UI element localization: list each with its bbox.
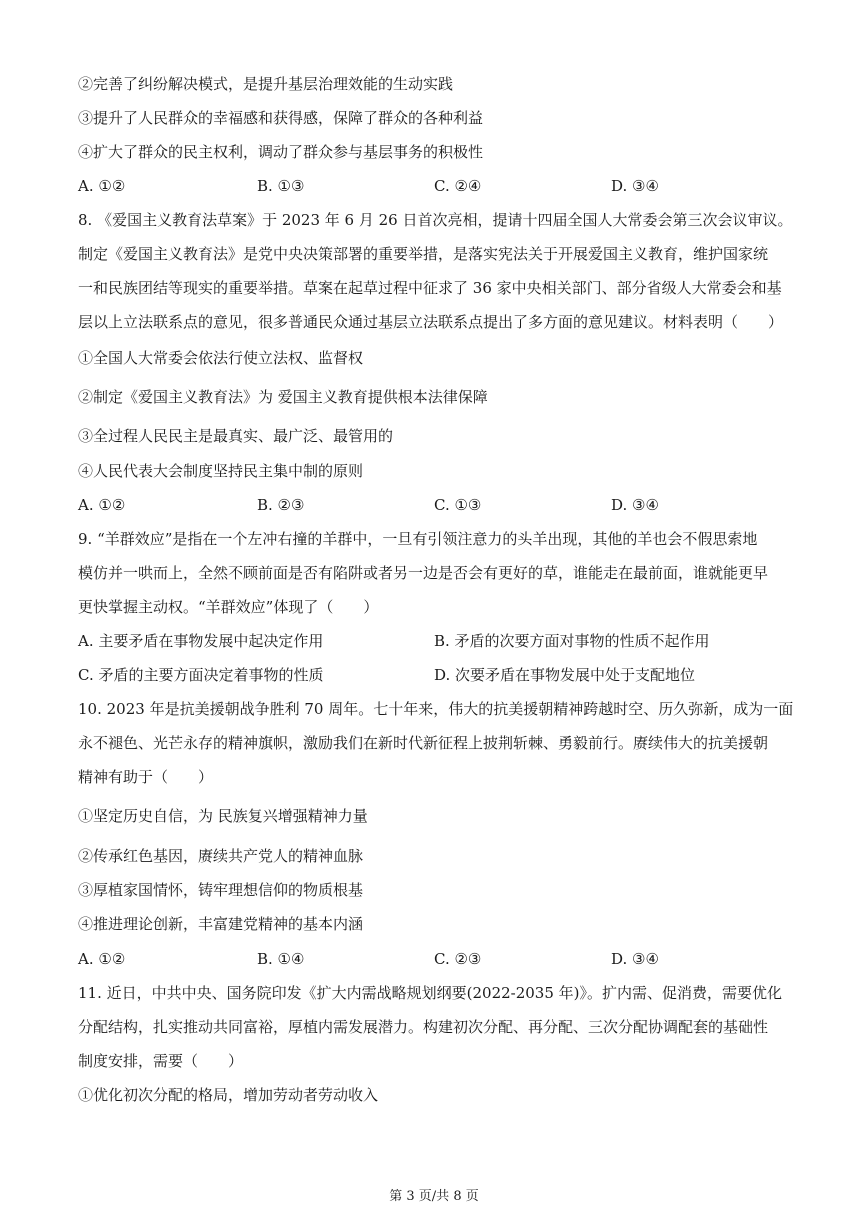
q8-stem-line-2: 制定《爱国主义教育法》是党中央决策部署的重要举措，是落实宪法关于开展爱国主义教育，维护国家统 (78, 245, 769, 263)
q8-option-b: B. ②③ (257, 496, 305, 514)
q9-stem-line-2: 模仿并一哄而上，全然不顾前面是否有陷阱或者另一边是否会有更好的草，谁能走在最前面，谁就能更早 (78, 564, 769, 582)
q11-stem-line-3: 制度安排，需要（ ） (78, 1052, 244, 1070)
q10-option-c: C. ②③ (434, 950, 482, 968)
q7-item-3: ③提升了人民群众的幸福感和获得感，保障了群众的各种利益 (78, 109, 484, 127)
q7-option-c: C. ②④ (434, 177, 482, 195)
q8-option-a: A. ①② (78, 496, 126, 514)
q8-stem-line-3: 一和民族团结等现实的重要举措。草案在起草过程中征求了 36 家中央相关部门、部分省级人大常委会和基 (78, 279, 782, 297)
q8-stem-line-4: 层以上立法联系点的意见，很多普通民众通过基层立法联系点提出了多方面的意见建议。材料表明（ ） (78, 313, 784, 331)
q9-option-b: B. 矛盾的次要方面对事物的性质不起作用 (434, 632, 710, 650)
q7-option-b: B. ①③ (257, 177, 305, 195)
q10-stem-line-1: 10. 2023 年是抗美援朝战争胜利 70 周年。七十年来，伟大的抗美援朝精神跨越时空、历久弥新，成为一面 (78, 700, 794, 718)
q8-option-c: C. ①③ (434, 496, 482, 514)
q8-item-1: ①全国人大常委会依法行使立法权、监督权 (78, 349, 364, 367)
q11-item-1: ①优化初次分配的格局，增加劳动者劳动收入 (78, 1086, 379, 1104)
q7-option-a: A. ①② (78, 177, 126, 195)
q8-item-2: ②制定《爱国主义教育法》为 爱国主义教育提供根本法律保障 (78, 388, 488, 406)
q10-option-a: A. ①② (78, 950, 126, 968)
q7-option-d: D. ③④ (611, 177, 659, 195)
q7-item-4: ④扩大了群众的民主权利，调动了群众参与基层事务的积极性 (78, 143, 484, 161)
q9-stem-line-1: 9. “羊群效应”是指在一个左冲右撞的羊群中，一旦有引领注意力的头羊出现，其他的羊也会不假思索地 (78, 530, 758, 548)
q9-option-c: C. 矛盾的主要方面决定着事物的性质 (78, 666, 324, 684)
q9-option-d: D. 次要矛盾在事物发展中处于支配地位 (434, 666, 696, 684)
q11-stem-line-2: 分配结构，扎实推动共同富裕，厚植内需发展潜力。构建初次分配、再分配、三次分配协调配套的基础性 (78, 1018, 769, 1036)
q8-option-d: D. ③④ (611, 496, 659, 514)
q9-stem-line-3: 更快掌握主动权。“羊群效应”体现了（ ） (78, 598, 379, 616)
q9-option-a: A. 主要矛盾在事物发展中起决定作用 (78, 632, 324, 650)
q7-item-2: ②完善了纠纷解决模式，是提升基层治理效能的生动实践 (78, 75, 454, 93)
q10-item-4: ④推进理论创新，丰富建党精神的基本内涵 (78, 915, 364, 933)
q10-item-1: ①坚定历史自信，为 民族复兴增强精神力量 (78, 807, 368, 825)
q10-stem-line-2: 永不褪色、光芒永存的精神旗帜，激励我们在新时代新征程上披荆斩棘、勇毅前行。赓续伟大的抗美援朝 (78, 734, 769, 752)
q8-stem-line-1: 8. 《爱国主义教育法草案》于 2023 年 6 月 26 日首次亮相，提请十四届全国人大常委会第三次会议审议。 (78, 211, 793, 229)
q8-item-4: ④人民代表大会制度坚持民主集中制的原则 (78, 462, 364, 480)
q10-option-d: D. ③④ (611, 950, 659, 968)
q8-item-3: ③全过程人民民主是最真实、最广泛、最管用的 (78, 427, 394, 445)
q10-stem-line-3: 精神有助于（ ） (78, 768, 214, 786)
q11-stem-line-1: 11. 近日，中共中央、国务院印发《扩大内需战略规划纲要(2022-2035 年)》。扩内需、促消费，需要优化 (78, 984, 783, 1002)
q10-item-3: ③厚植家国情怀，铸牢理想信仰的物质根基 (78, 881, 364, 899)
q10-option-b: B. ①④ (257, 950, 305, 968)
page-number: 第 3 页/共 8 页 (389, 1189, 479, 1204)
q10-item-2: ②传承红色基因，赓续共产党人的精神血脉 (78, 847, 364, 865)
